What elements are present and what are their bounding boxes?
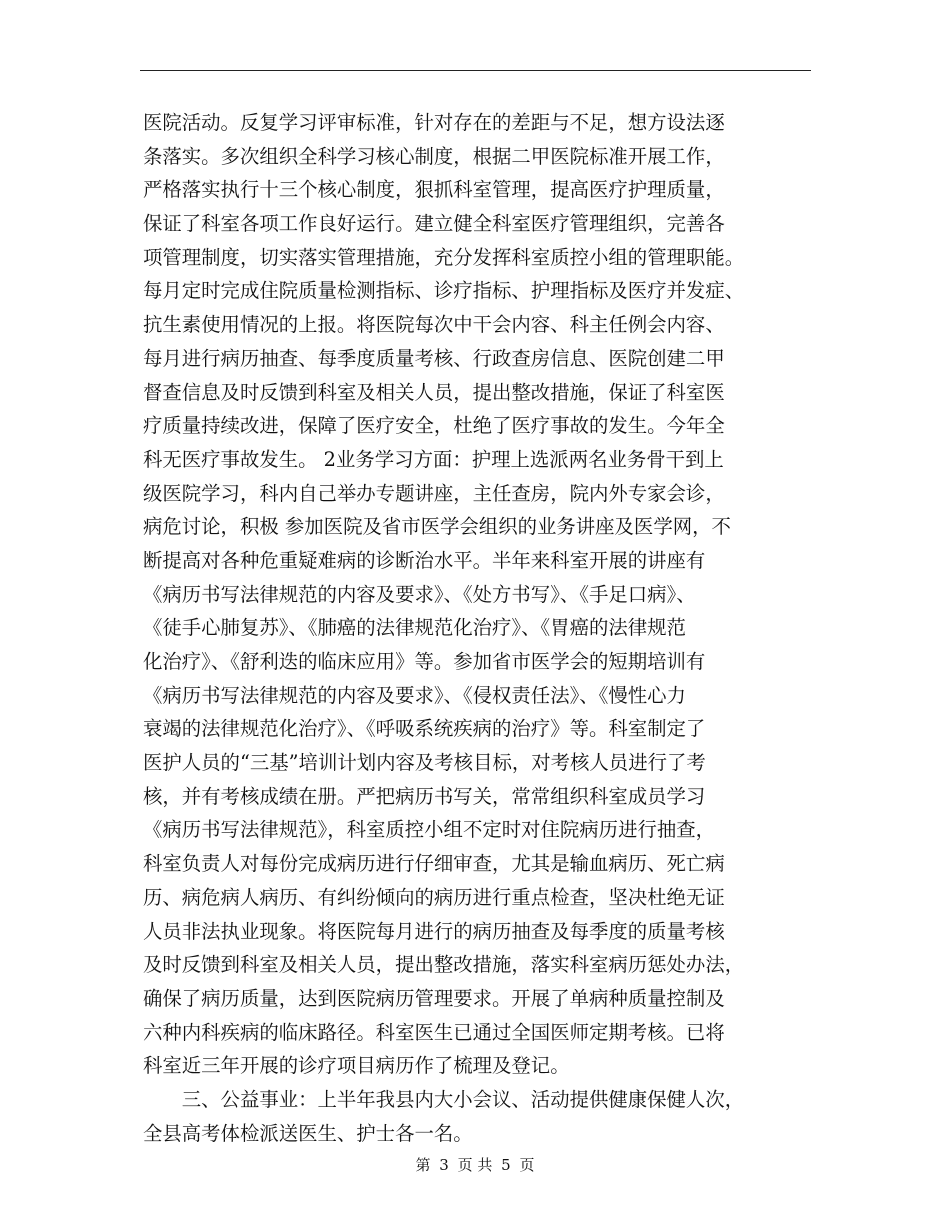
- body-line: 《病历书写法律规范》，科室质控小组不定时对住院病历进行抽查，: [143, 818, 716, 842]
- body-line: 疗质量持续改进，保障了医疗安全，杜绝了医疗事故的发生。今年全: [143, 414, 725, 438]
- body-line: 科无医疗事故发生。 2业务学习方面：护理上选派两名业务骨干到上: [143, 447, 724, 471]
- header-rule: [140, 70, 811, 71]
- body-line: 及时反馈到科室及相关人员，提出整改措施，落实科室病历惩处办法，: [143, 953, 745, 977]
- body-line: 人员非法执业现象。将医院每月进行的病历抽查及每季度的质量考核: [143, 919, 725, 943]
- body-line: 确保了病历质量，达到医院病历管理要求。开展了单病种质量控制及: [143, 986, 725, 1010]
- body-line: 抗生素使用情况的上报。将医院每次中干会内容、科主任例会内容、: [143, 313, 725, 337]
- body-text: [143, 106, 815, 1150]
- body-line: 断提高对各种危重疑难病的诊断治水平。半年来科室开展的讲座有: [143, 548, 706, 572]
- body-line: 每月进行病历抽查、每季度质量考核、行政查房信息、医院创建二甲: [143, 346, 725, 370]
- footer-suffix: 页: [519, 1156, 535, 1174]
- body-line: 医护人员的“三基”培训计划内容及考核目标，对考核人员进行了考: [143, 751, 706, 775]
- body-line: 化治疗》、《舒利迭的临床应用》等。参加省市医学会的短期培训有: [143, 650, 706, 673]
- body-line: 《徒手心肺复苏》、《肺癌的法律规范化治疗》、《胃癌的法律规范: [143, 616, 686, 640]
- body-line: 医院活动。反复学习评审标准，针对存在的差距与不足，想方设法逐: [143, 111, 725, 134]
- body-line: 三、公益事业：上半年我县内大小会议、活动提供健康保健人次，: [143, 1087, 745, 1111]
- footer-page-number: 3: [439, 1156, 449, 1174]
- body-line: 级医院学习，科内自己举办专题讲座，主任查房，院内外专家会诊，: [143, 481, 725, 505]
- body-line: 条落实。多次组织全科学习核心制度，根据二甲医院标准开展工作，: [143, 144, 725, 168]
- body-line: 《病历书写法律规范的内容及要求》、《侵权责任法》、《慢性心力: [143, 683, 686, 707]
- body-line: 《病历书写法律规范的内容及要求》、《处方书写》、《手足口病》、: [143, 582, 696, 606]
- body-line: 每月定时完成住院质量检测指标、诊疗指标、护理指标及医疗并发症、: [143, 279, 745, 303]
- body-line: 历、病危病人病历、有纠纷倾向的病历进行重点检查，坚决杜绝无证: [143, 885, 725, 909]
- body-line: 核，并有考核成绩在册。严把病历书写关，常常组织科室成员学习: [143, 784, 706, 808]
- body-line: 六种内科疾病的临床路径。科室医生已通过全国医师定期考核。已将: [143, 1020, 725, 1044]
- body-line: 病危讨论，积极 参加医院及省市医学会组织的业务讲座及医学网，不: [143, 515, 731, 539]
- body-line: 督查信息及时反馈到科室及相关人员，提出整改措施，保证了科室医: [143, 380, 725, 404]
- footer-middle: 页 共: [457, 1156, 493, 1174]
- body-line: 严格落实执行十三个核心制度，狠抓科室管理，提高医疗护理质量，: [143, 178, 725, 202]
- body-line: 保证了科室各项工作良好运行。建立健全科室医疗管理组织，完善各: [143, 212, 725, 236]
- body-line: 衰竭的法律规范化治疗》、《呼吸系统疾病的治疗》等。科室制定了: [143, 717, 706, 741]
- body-line: 科室近三年开展的诊疗项目病历作了梳理及登记。: [143, 1054, 570, 1078]
- body-line: 项管理制度，切实落实管理措施，充分发挥科室质控小组的管理职能。: [143, 245, 745, 269]
- body-line: 科室负责人对每份完成病历进行仔细审查，尤其是输血病历、死亡病: [143, 852, 725, 876]
- page-footer: [0, 1154, 950, 1176]
- footer-total-pages: 5: [501, 1156, 511, 1174]
- body-line: 全县高考体检派送医生、护士各一名。: [143, 1121, 473, 1145]
- footer-prefix: 第: [415, 1156, 431, 1174]
